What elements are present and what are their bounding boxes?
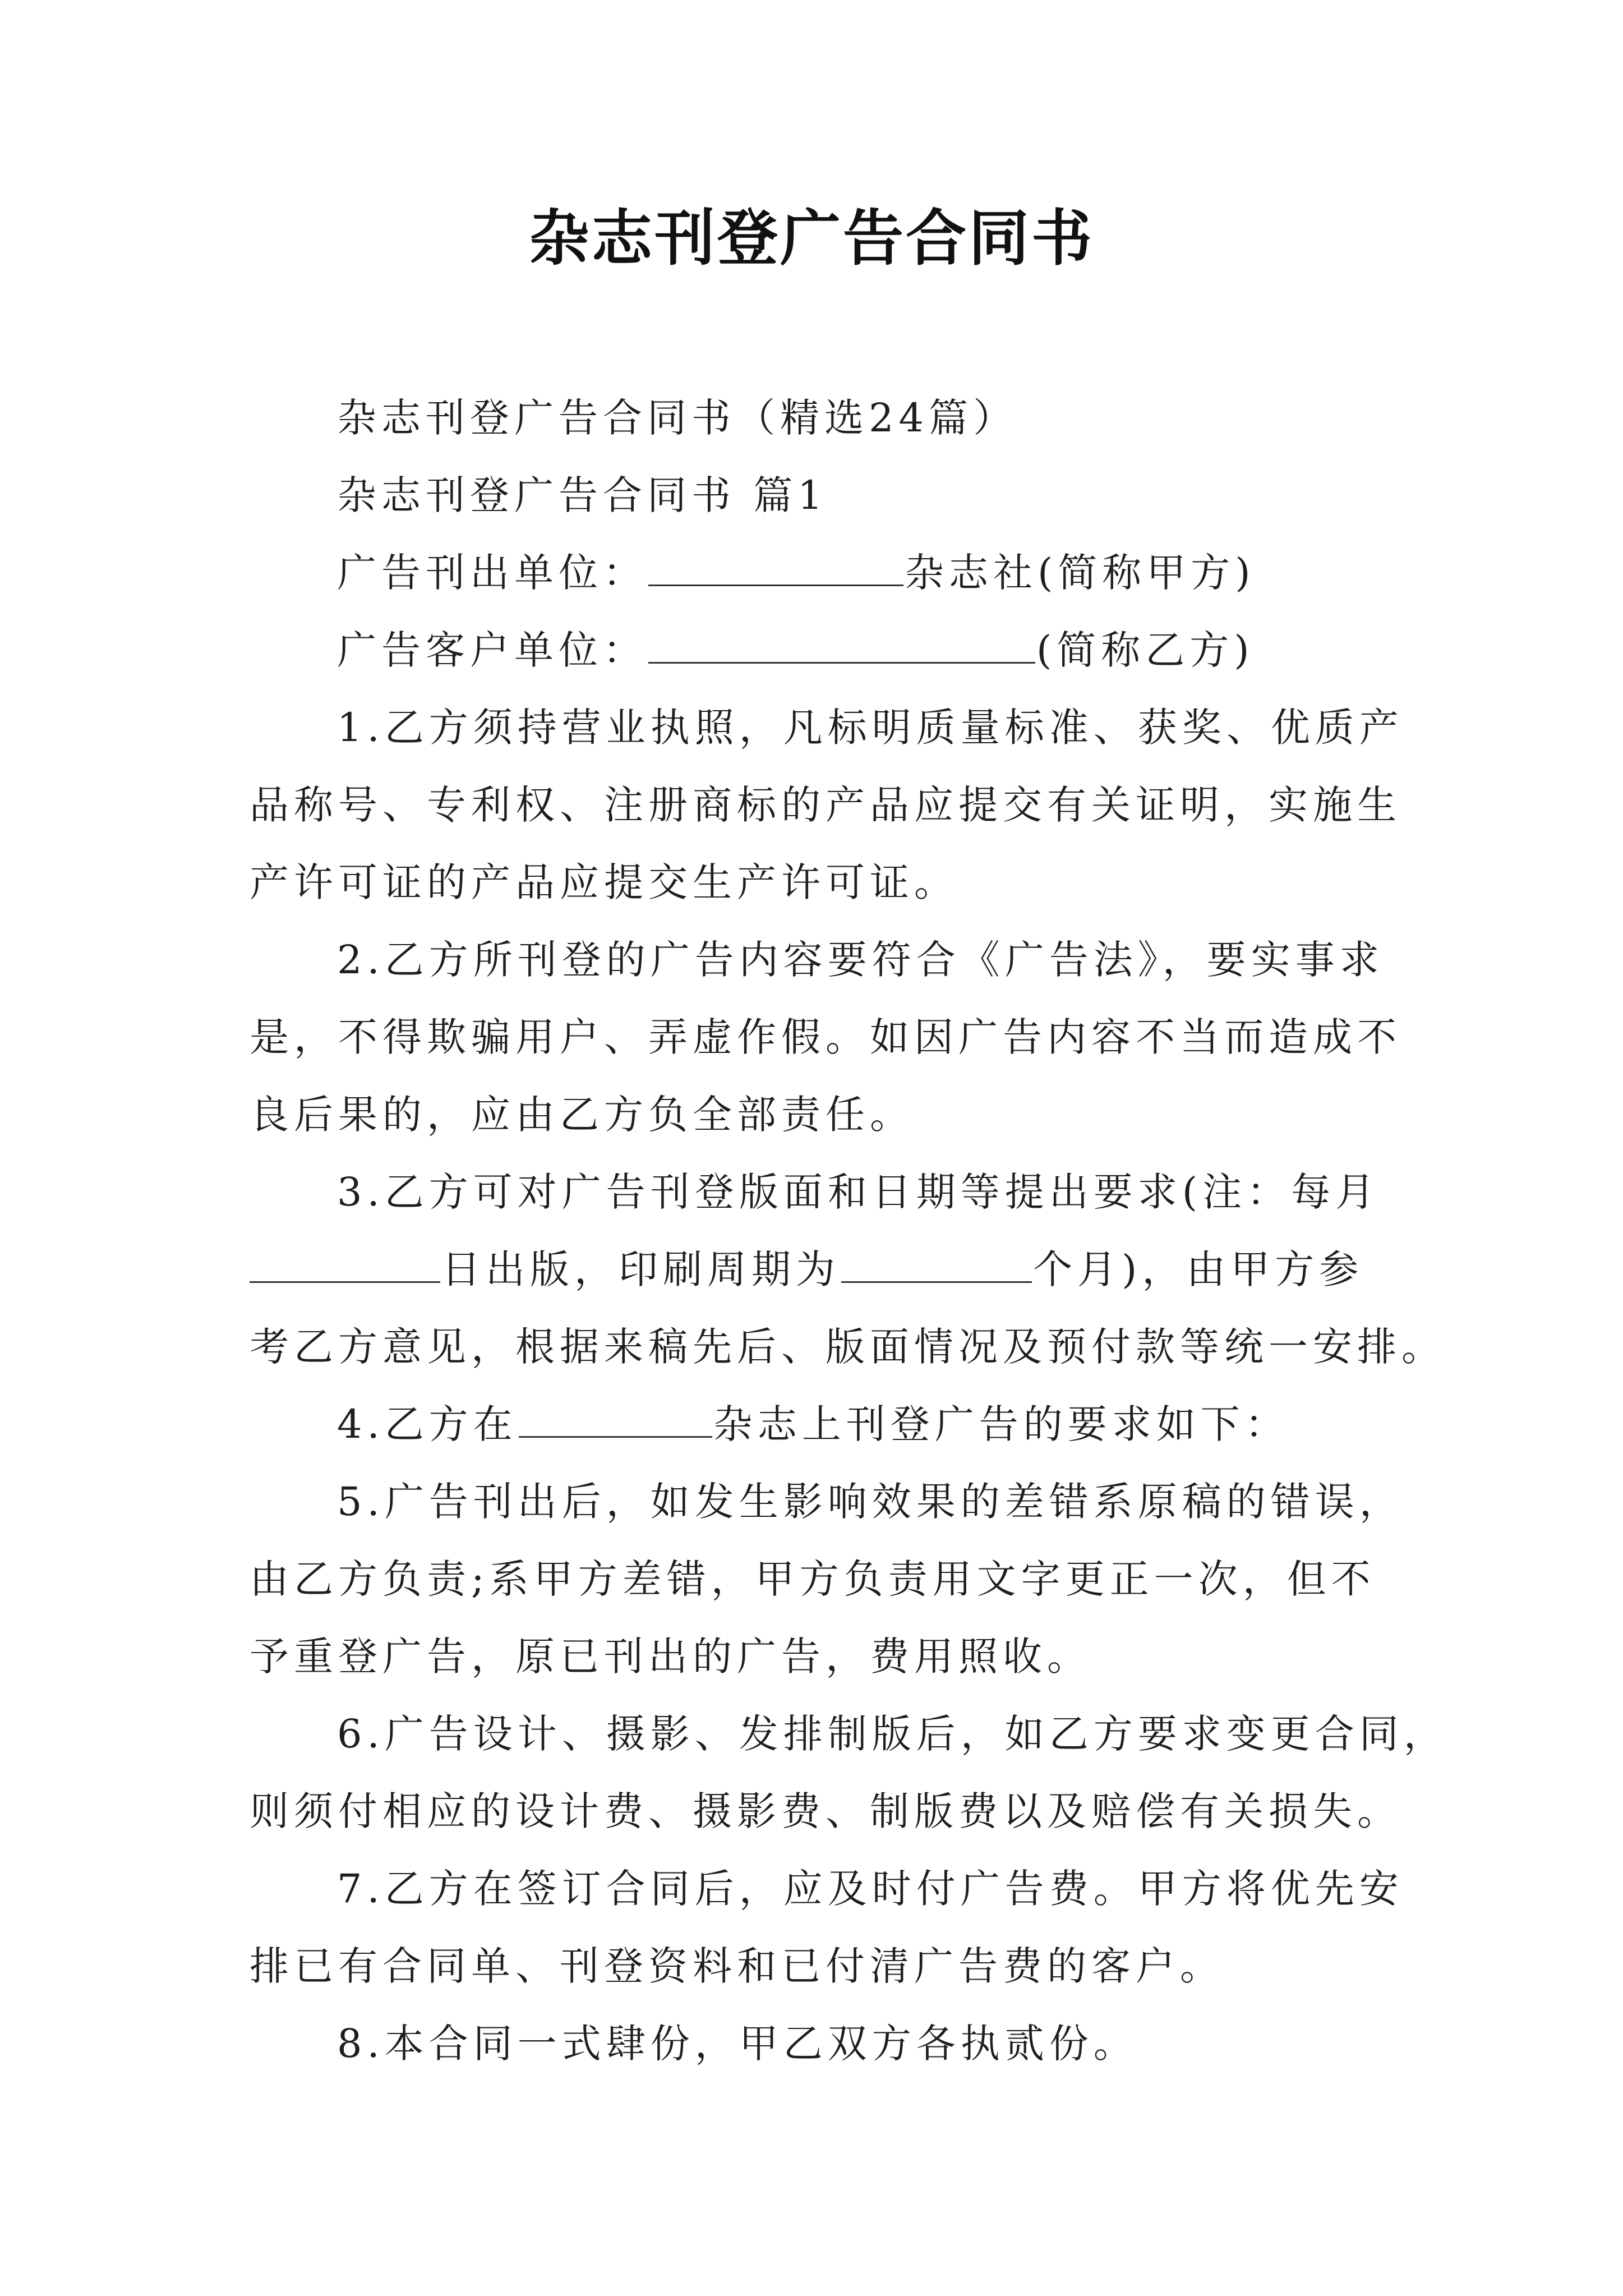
client-label: 广告客户单位： bbox=[337, 627, 647, 673]
document-body bbox=[250, 379, 1448, 2082]
clause-8 bbox=[250, 2005, 1399, 2082]
clause-3-text-b: 个月)，由甲方参 bbox=[1033, 1246, 1364, 1292]
document-title: 杂志刊登广告合同书 bbox=[528, 203, 1094, 274]
publisher-suffix: 杂志社(简称甲方) bbox=[905, 550, 1256, 596]
clause-4-line bbox=[250, 1386, 1399, 1463]
document-subtitle: 杂志刊登广告合同书（精选24篇） bbox=[337, 395, 1018, 441]
clause-4-text-a: 4.乙方在 bbox=[337, 1401, 518, 1447]
section-heading: 杂志刊登广告合同书 篇1 bbox=[337, 472, 828, 518]
clause-1 bbox=[250, 689, 1404, 921]
clause-6-line: 6.广告设计、摄影、发排制版后，如乙方要求变更合同， bbox=[337, 1711, 1448, 1757]
clause-3 bbox=[250, 1153, 1446, 1386]
clause-5 bbox=[250, 1463, 1404, 1695]
clause-1-line: 1.乙方须持营业执照，凡标明质量标准、获奖、优质产 bbox=[337, 705, 1404, 751]
publisher-blank bbox=[648, 552, 903, 586]
client-line bbox=[250, 611, 1399, 689]
clause-3-line: 3.乙方可对广告刊登版面和日期等提出要求(注：每月 bbox=[337, 1169, 1380, 1215]
clause-1-line: 品称号、专利权、注册商标的产品应提交有关证明，实施生 bbox=[250, 782, 1401, 828]
clause-5-line: 由乙方负责;系甲方差错，甲方负责用文字更正一次，但不 bbox=[250, 1556, 1376, 1602]
publish-day-blank bbox=[250, 1249, 440, 1283]
clause-6 bbox=[250, 1695, 1448, 1850]
clause-3-line: 考乙方意见，根据来稿先后、版面情况及预付款等统一安排。 bbox=[250, 1324, 1446, 1370]
print-cycle-blank bbox=[841, 1249, 1032, 1283]
publisher-line bbox=[250, 534, 1399, 611]
clause-4-text-b: 杂志上刊登广告的要求如下： bbox=[713, 1401, 1289, 1447]
clause-2-line: 良后果的，应由乙方负全部责任。 bbox=[250, 1092, 914, 1138]
clause-5-line: 予重登广告，原已刊出的广告，费用照收。 bbox=[250, 1634, 1091, 1680]
client-suffix: (简称乙方) bbox=[1036, 627, 1255, 673]
clause-2-line: 是，不得欺骗用户、弄虚作假。如因广告内容不当而造成不 bbox=[250, 1014, 1401, 1060]
publisher-label: 广告刊出单位： bbox=[337, 550, 647, 596]
clause-7-line: 排已有合同单、刊登资料和已付清广告费的客户。 bbox=[250, 1943, 1224, 1989]
clause-4 bbox=[250, 1386, 1399, 1463]
clause-7 bbox=[250, 1850, 1404, 2005]
clause-2 bbox=[250, 921, 1399, 1153]
clause-5-line: 5.广告刊出后，如发生影响效果的差错系原稿的错误， bbox=[337, 1479, 1404, 1525]
magazine-name-blank bbox=[519, 1404, 712, 1438]
client-blank bbox=[648, 629, 1035, 664]
clause-6-line: 则须付相应的设计费、摄影费、制版费以及赔偿有关损失。 bbox=[250, 1788, 1401, 1834]
clause-1-line: 产许可证的产品应提交生产许可证。 bbox=[250, 859, 958, 905]
clause-8-line: 8.本合同一式肆份，甲乙双方各执贰份。 bbox=[337, 2021, 1138, 2067]
clause-3-line bbox=[250, 1231, 1399, 1308]
clause-7-line: 7.乙方在签订合同后，应及时付广告费。甲方将优先安 bbox=[337, 1866, 1404, 1912]
clause-2-line: 2.乙方所刊登的广告内容要符合《广告法》，要实事求 bbox=[337, 937, 1384, 983]
clause-3-text-a: 日出版，印刷周期为 bbox=[441, 1246, 840, 1292]
